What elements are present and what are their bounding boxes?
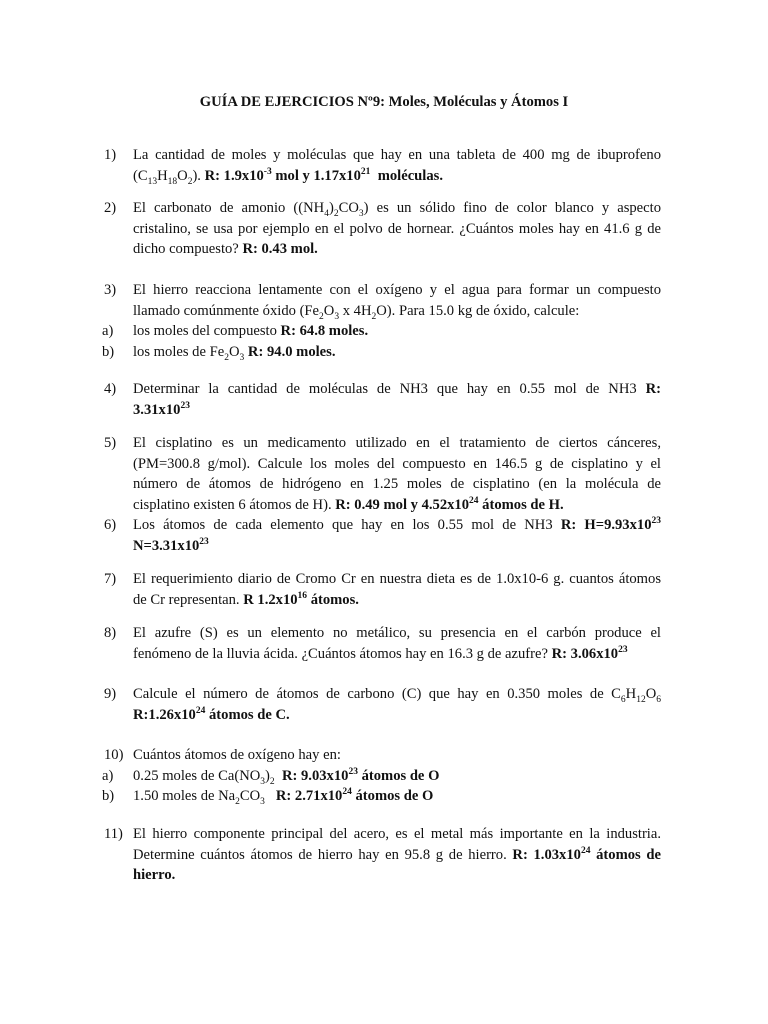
exercise-text: El hierro reacciona lentamente con el oxígeno y el agua para formar un compuesto llamado comúnmente óxido ($Fe_2O_3$ x $4H_2O$). Para 15.0 kg de óxido, calcule: [133,282,661,322]
exercise-6 [104,515,661,556]
sub-item-label: b) [102,788,115,804]
exercise-text: El carbonato de amonio $((NH_4)_2CO_3)$ es un sólido fino de color blanco y aspecto cristalino, se usa por ejemplo en el polvo de hornear. ¿Cuántos moles hay en 41.6 g de dicho compuesto? R: 0.43 mol. [133,200,661,257]
exercise-text: Determinar la cantidad de moléculas de NH3 que hay en 0.55 mol de NH3 R: $3.31x10^{23}$ [133,381,661,418]
sub-item-b: b) los moles de $Fe_2O_3$ R: 94.0 moles. [102,344,336,363]
exercise-8 [104,623,661,664]
exercise-text: Cuántos átomos de oxígeno hay en: [133,747,341,763]
exercise-text: El cisplatino es un medicamento utilizado en el tratamiento de ciertos cánceres, (PM=300.8 g/mol). Calcule los moles del compuesto en 146.5 g de cisplatino y el número de átomos de hidrógeno en 1.25 moles de cisplatino (en la molécula de cisplatino existen 6 átomos de H). R: 0.49 mol y $4.52x10^{24}$ átomos de H. [133,435,661,513]
sub-item-a: a) 0.25 moles de $Ca(NO_3)_2$ R: $9.03x10^{23}$ átomos de O [102,767,440,787]
exercise-text: El requerimiento diario de Cromo Cr en nuestra dieta es de 1.0x10-6 g. cuantos átomos de Cr representan. R $1.2x10^{16}$ átomos. [133,571,661,608]
exercise-4 [104,379,661,420]
exercise-11 [104,824,661,886]
sub-item-b: b) 1.50 moles de $Na_2CO_3$ R: $2.71x10^{24}$ átomos de O [102,787,434,807]
exercise-number: 2) [104,200,117,216]
exercise-2 [104,198,661,260]
exercise-1 [104,145,661,186]
exercise-number: 3) [104,282,117,298]
exercise-number: 5) [104,435,117,451]
sub-item-label: a) [102,323,114,339]
exercise-3 [102,280,661,363]
exercise-number: 9) [104,686,117,702]
sub-item-label: a) [102,768,114,784]
exercise-number: 8) [104,625,117,641]
exercise-number: 6) [104,517,117,533]
exercise-text: Los átomos de cada elemento que hay en los 0.55 mol de NH3 R: $H=9.93x10^{23}$ $N=3.31x10^{23}$ [133,516,661,554]
exercise-10 [102,745,661,807]
exercise-number: 1) [104,147,117,163]
exercise-5 [104,433,661,515]
page-title: GUÍA DE EJERCICIOS Nº9: Moles, Moléculas y Átomos I [199,94,569,110]
exercise-text: La cantidad de moles y moléculas que hay en una tableta de 400 mg de ibuprofeno $(C_{13}H_{18}O_2)$. R: $1.9x10^{-3}$ mol y $1.17x10^{21}$ moléculas. [133,147,661,187]
exercise-number: 10) [104,747,124,763]
exercise-number: 11) [104,826,123,842]
exercise-9 [104,684,661,725]
exercise-number: 7) [104,571,117,587]
exercise-number: 4) [104,381,117,397]
exercise-text: El hierro componente principal del acero, es el metal más importante en la industria. Determine cuántos átomos de hierro hay en 95.8 g de hierro. R: $1.03x10^{24}$ átomos de hierro. [133,826,661,883]
sub-item-a: a) los moles del compuesto R: 64.8 moles. [102,323,369,339]
sub-item-label: b) [102,344,115,360]
exercise-text: Calcule el número de átomos de carbono (C) que hay en 0.350 moles de $C_6H_{12}O_6$ $R:1.26x10^{24}$ átomos de C. [133,686,661,723]
exercise-text: El azufre (S) es un elemento no metálico, su presencia en el carbón produce el fenómeno de la lluvia ácida. ¿Cuántos átomos hay en 16.3 g de azufre? R: $3.06x10^{23}$ [133,625,661,662]
exercise-7 [104,569,661,610]
